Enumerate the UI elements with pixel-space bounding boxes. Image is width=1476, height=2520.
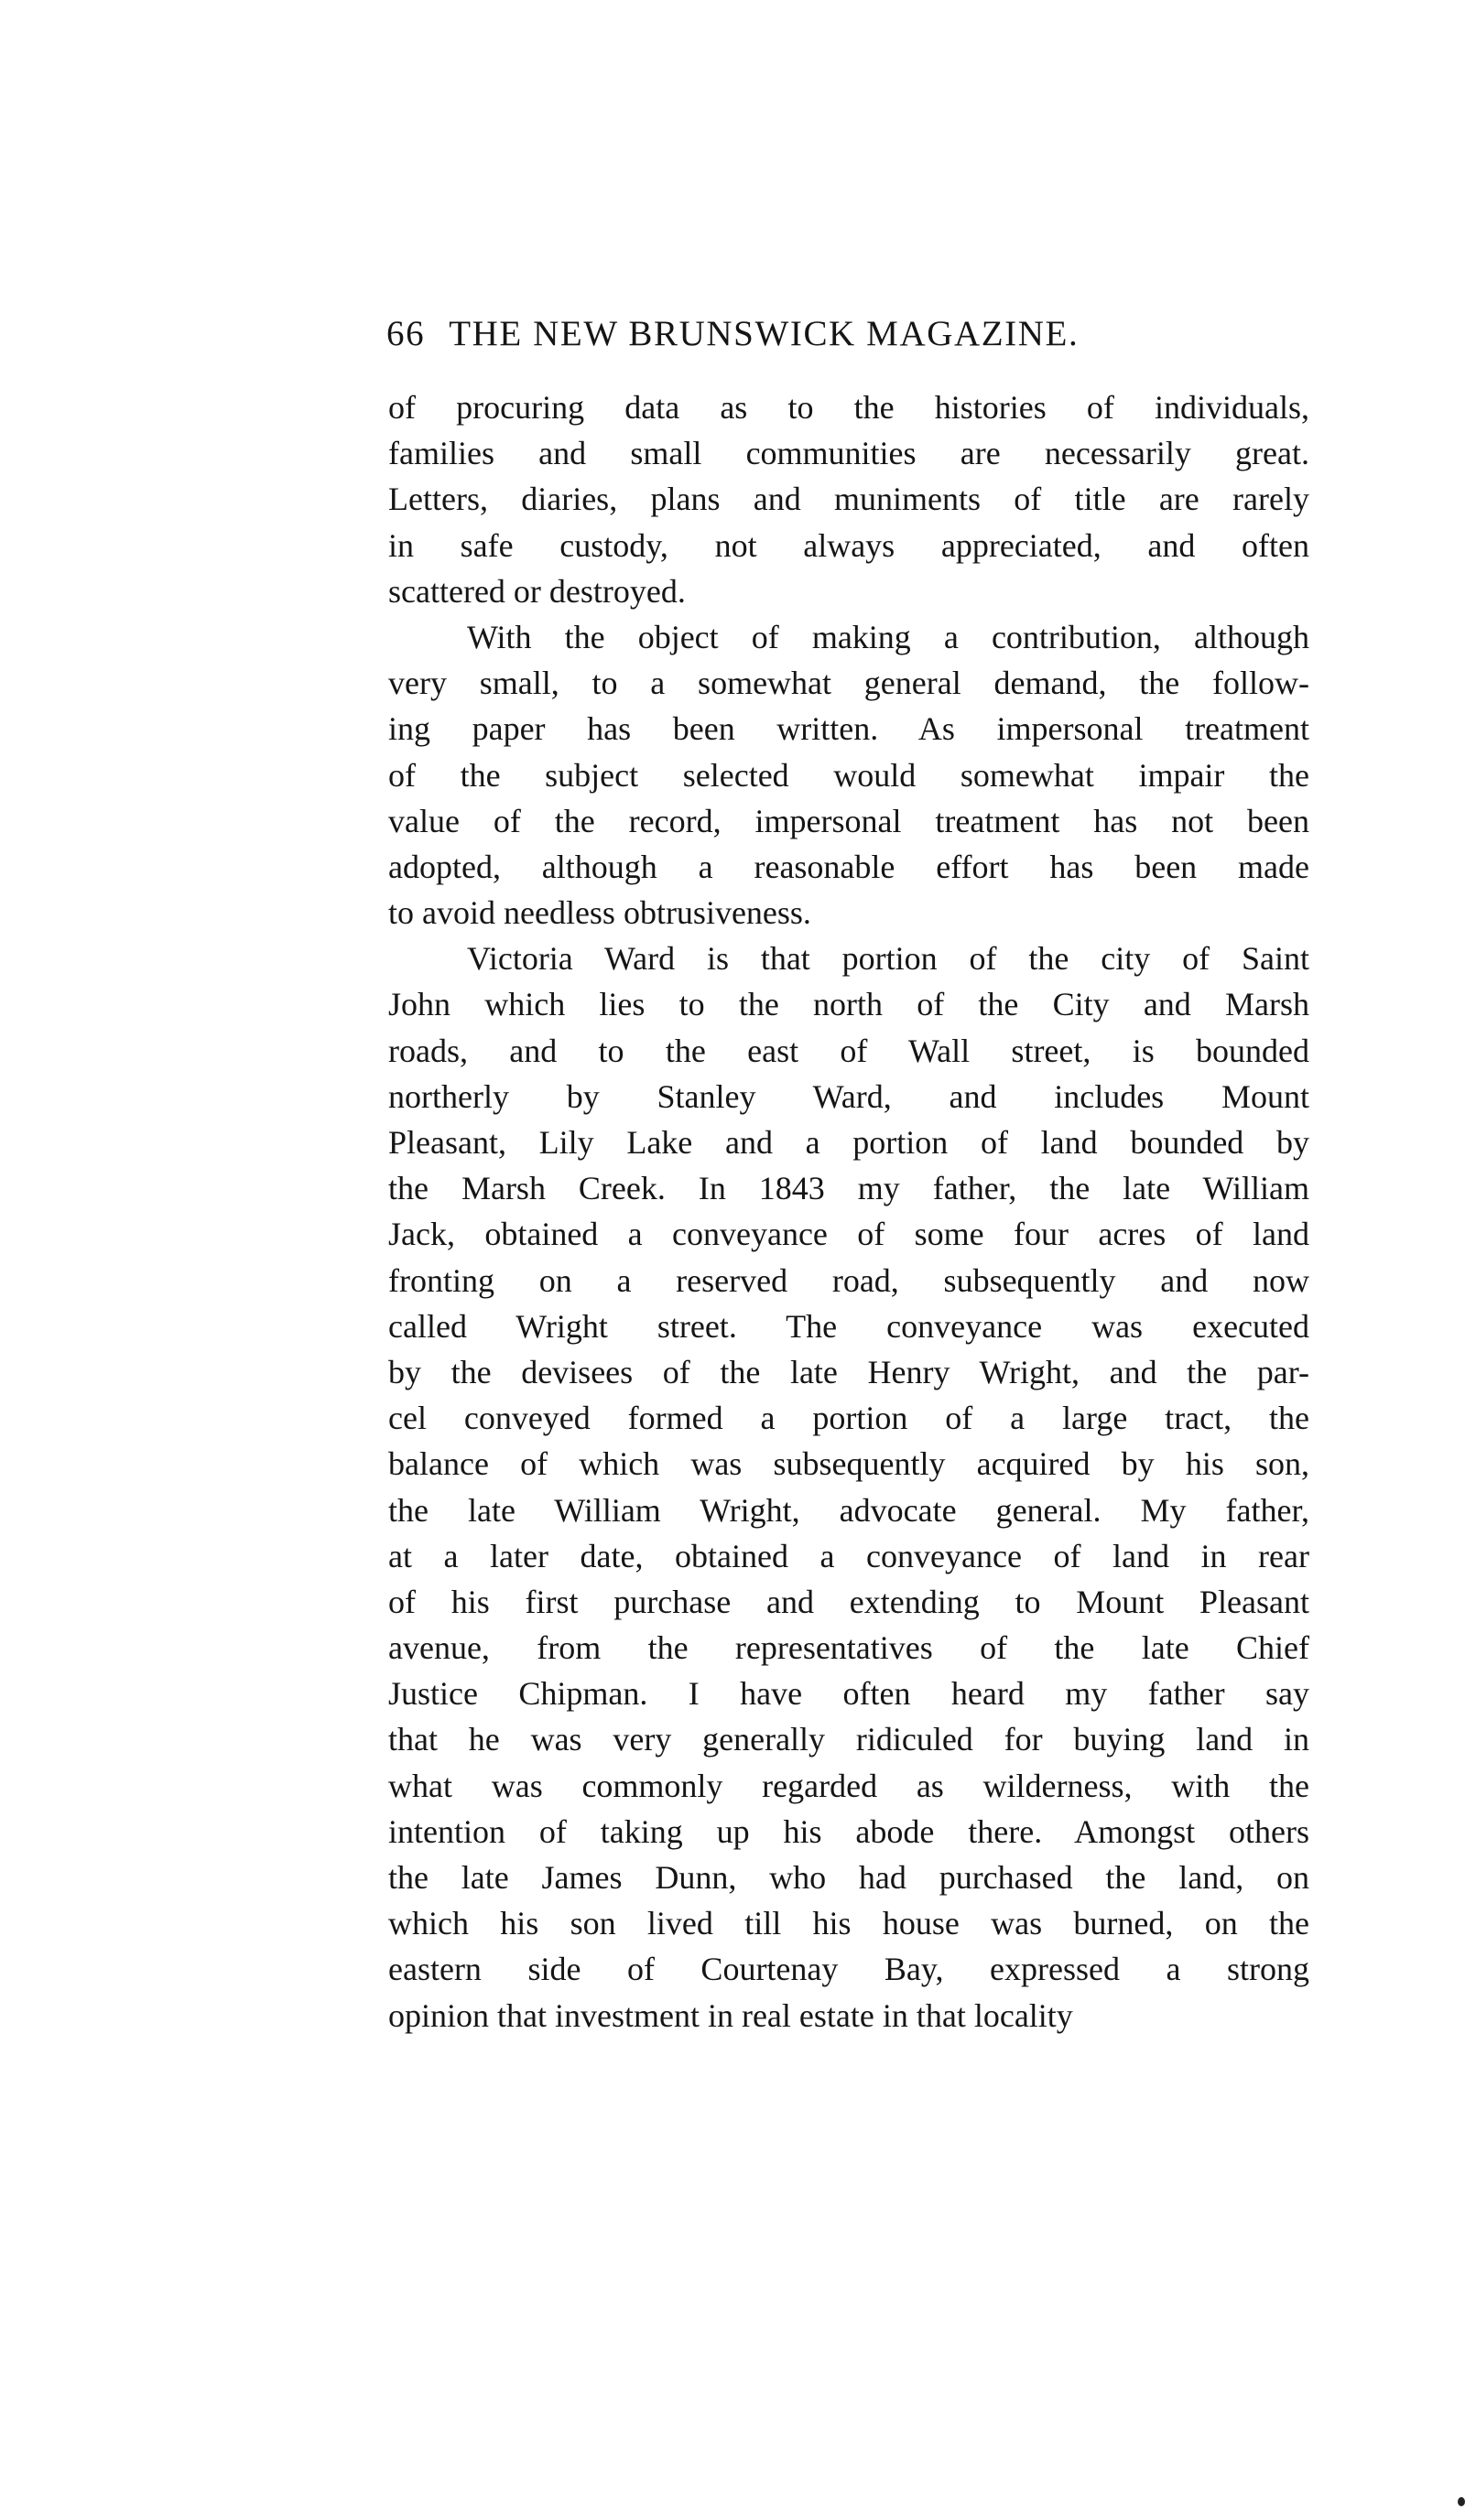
text-line: fronting on a reserved road, subsequently and now bbox=[388, 1261, 1309, 1299]
text-line: With the object of making a contribution, although bbox=[467, 618, 1309, 655]
text-line: balance of which was subsequently acquired by his son, bbox=[388, 1445, 1309, 1483]
text-line: Victoria Ward is that portion of the city of Saint bbox=[467, 940, 1309, 978]
text-line: ing paper has been written. As impersonal treatment bbox=[388, 710, 1309, 748]
text-line: of his first purchase and extending to Mount Pleasant bbox=[388, 1583, 1309, 1620]
text-line: adopted, although a reasonable effort has been made bbox=[388, 848, 1309, 885]
text-line: scattered or destroyed. bbox=[388, 572, 686, 610]
text-line: value of the record, impersonal treatment has not been bbox=[388, 802, 1309, 839]
running-title: THE NEW BRUNSWICK MAGAZINE. bbox=[449, 314, 1080, 353]
running-head bbox=[386, 311, 1210, 357]
text-line: cel conveyed formed a portion of a large tract, the bbox=[388, 1400, 1309, 1437]
text-line: to avoid needless obtrusiveness. bbox=[388, 894, 811, 932]
text-line: northerly by Stanley Ward, and includes Mount bbox=[388, 1077, 1309, 1115]
body-text bbox=[388, 384, 1309, 2039]
page-number: 66 bbox=[386, 314, 426, 353]
text-line: in safe custody, not always appreciated, and often bbox=[388, 526, 1309, 564]
text-line: very small, to a somewhat general demand, the follow- bbox=[388, 665, 1309, 702]
text-line: eastern side of Courtenay Bay, expressed a strong bbox=[388, 1951, 1309, 1988]
text-line: at a later date, obtained a conveyance of land in rear bbox=[388, 1537, 1309, 1574]
text-line: intention of taking up his abode there. Amongst others bbox=[388, 1812, 1309, 1850]
text-line: that he was very generally ridiculed for buying land in bbox=[388, 1721, 1309, 1758]
text-line: of the subject selected would somewhat impair the bbox=[388, 756, 1309, 794]
text-line: the late James Dunn, who had purchased the land, on bbox=[388, 1859, 1309, 1896]
text-line: Justice Chipman. I have often heard my father say bbox=[388, 1675, 1309, 1713]
text-line: the Marsh Creek. In 1843 my father, the late William bbox=[388, 1170, 1309, 1207]
text-line: called Wright street. The conveyance was executed bbox=[388, 1307, 1309, 1345]
text-line: which his son lived till his house was burned, on the bbox=[388, 1905, 1309, 1942]
text-line: avenue, from the representatives of the late Chief bbox=[388, 1629, 1309, 1667]
text-line: Jack, obtained a conveyance of some four acres of land bbox=[388, 1216, 1309, 1253]
text-line: the late William Wright, advocate general. My father, bbox=[388, 1491, 1309, 1529]
text-line: Letters, diaries, plans and muniments of title are rarely bbox=[388, 481, 1309, 518]
text-line: by the devisees of the late Henry Wright, and the par- bbox=[388, 1353, 1309, 1390]
text-line: Pleasant, Lily Lake and a portion of land bounded by bbox=[388, 1124, 1309, 1161]
text-line: roads, and to the east of Wall street, is bounded bbox=[388, 1032, 1309, 1069]
text-line: of procuring data as to the histories of individuals, bbox=[388, 389, 1309, 426]
text-line: opinion that investment in real estate in that locality bbox=[388, 1996, 1073, 2034]
ink-speck bbox=[1458, 2497, 1465, 2506]
text-line: families and small communities are necessarily great. bbox=[388, 435, 1309, 472]
text-line: John which lies to the north of the City and Marsh bbox=[388, 986, 1309, 1023]
text-line: what was commonly regarded as wilderness, with the bbox=[388, 1767, 1309, 1804]
